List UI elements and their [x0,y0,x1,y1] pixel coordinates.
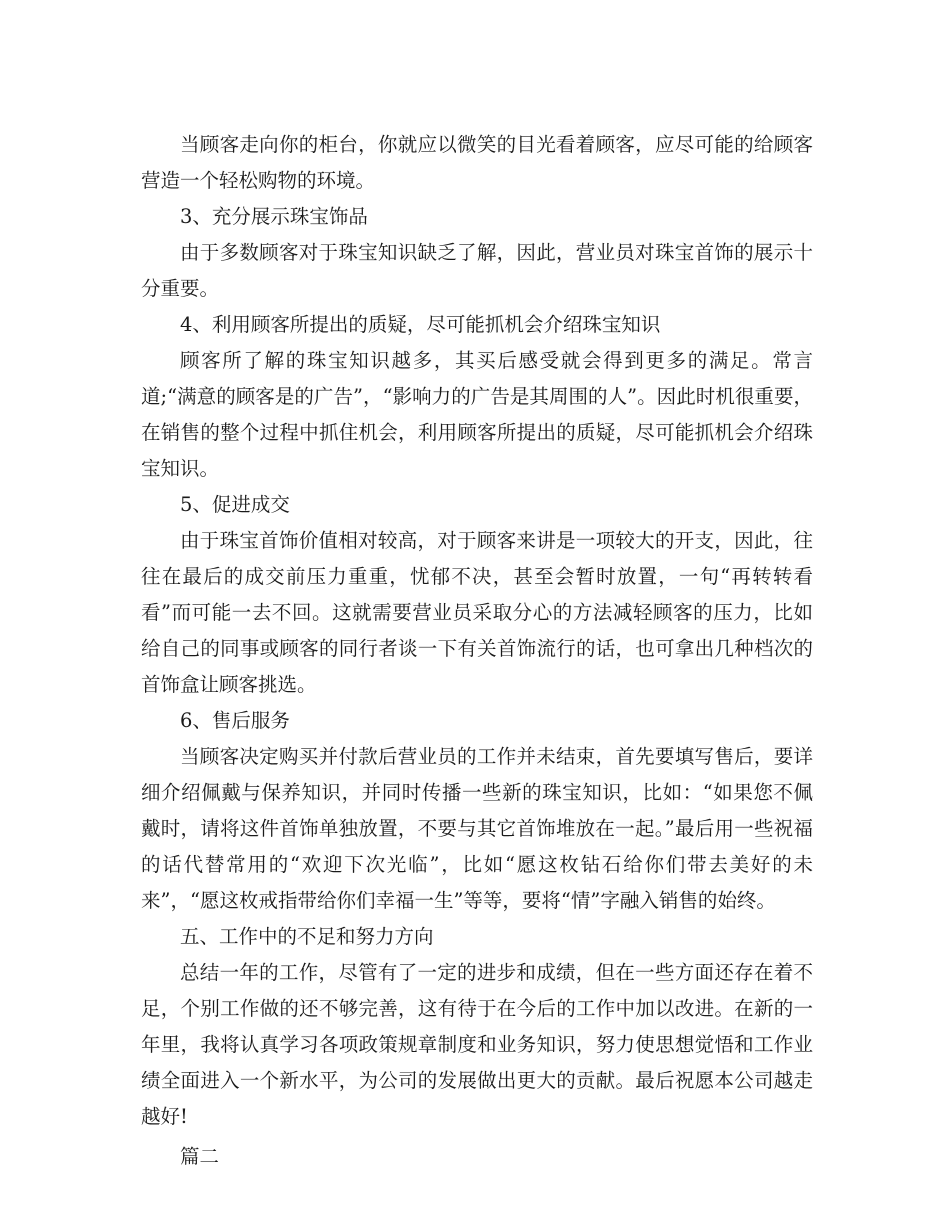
heading-display-jewelry: 3、充分展示珠宝饰品 [180,205,368,228]
paragraph-after-sales: 当顾客决定购买并付款后营业员的工作并未结束，首先要填写售后，要详细介绍佩戴与保养知识，并同时传播一些新的珠宝知识，比如：“如果您不佩戴时，请将这件首饰单独放置，不要与其它首饰堆放在一起。”最后用一些祝福的话代替常用的“欢迎下次光临”，比如“愿这枚钻石给你们带去美好的未来”，“愿这枚戒指带给你们幸福一生”等等，要将“情”字融入销售的始终。 [141,745,813,912]
heading-part-two: 篇二 [180,1145,220,1168]
heading-close-deal: 5、促进成交 [180,493,290,516]
paragraph-shortcomings: 总结一年的工作，尽管有了一定的进步和成绩，但在一些方面还存在着不足，个别工作做的还不够完善，这有待于在今后的工作中加以改进。在新的一年里，我将认真学习各项政策规章制度和业务知识，努力使思想觉悟和工作业绩全面进入一个新水平，为公司的发展做出更大的贡献。最后祝愿本公司越走越好! [141,961,813,1128]
paragraph-close-deal: 由于珠宝首饰价值相对较高，对于顾客来讲是一项较大的开支，因此，往往在最后的成交前压力重重，忧郁不决，甚至会暂时放置，一句“再转转看看”而可能一去不回。这就需要营业员采取分心的方法减轻顾客的压力，比如给自己的同事或顾客的同行者谈一下有关首饰流行的话，也可拿出几种档次的首饰盒让顾客挑选。 [141,529,813,696]
paragraph-display-jewelry: 由于多数顾客对于珠宝知识缺乏了解，因此，营业员对珠宝首饰的展示十分重要。 [141,241,813,300]
paragraph-customer-approach: 当顾客走向你的柜台，你就应以微笑的目光看着顾客，应尽可能的给顾客营造一个轻松购物的环境。 [141,133,813,192]
heading-introduce-knowledge: 4、利用顾客所提出的质疑，尽可能抓机会介绍珠宝知识 [180,313,661,336]
heading-shortcomings: 五、工作中的不足和努力方向 [180,925,434,948]
document-body [141,127,813,1175]
paragraph-introduce-knowledge: 顾客所了解的珠宝知识越多，其买后感受就会得到更多的满足。常言道;“满意的顾客是的广告”，“影响力的广告是其周围的人”。因此时机很重要，在销售的整个过程中抓住机会，利用顾客所提出的质疑，尽可能抓机会介绍珠宝知识。 [141,349,813,480]
heading-after-sales: 6、售后服务 [180,709,290,732]
